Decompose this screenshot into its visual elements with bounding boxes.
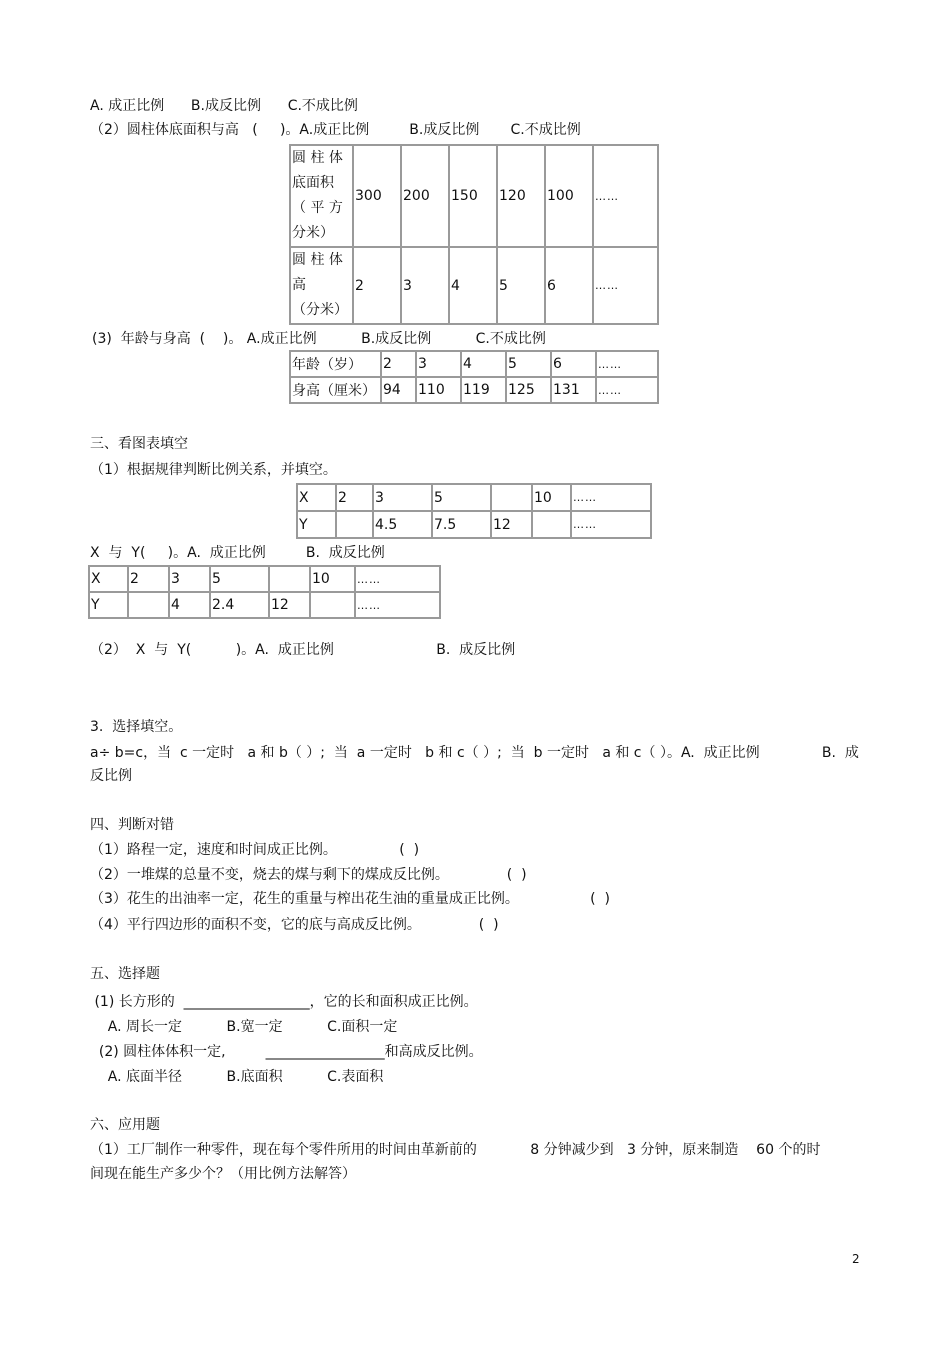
section-6-title: 六、应用题 xyxy=(90,1117,160,1133)
age-header: 年龄（岁） xyxy=(290,351,381,377)
section-3-q2: （2） X 与 Y( )。A. 成正比例 B. 成反比例 xyxy=(90,642,516,658)
table-cell: 7.5 xyxy=(432,511,491,538)
table-cell: X xyxy=(297,484,336,511)
table-cell: 2.4 xyxy=(210,592,269,618)
table-cell: Y xyxy=(297,511,336,538)
table-cell xyxy=(128,592,169,618)
table-cell: …… xyxy=(593,145,658,247)
table-cell: 5 xyxy=(210,566,269,592)
table-cell: 5 xyxy=(497,247,545,324)
section-4-item: （1）路程一定，速度和时间成正比例。 ( ) xyxy=(90,842,420,858)
q3-question: (3) 年龄与身高 ( )。 A.成正比例 B.成反比例 C.不成比例 xyxy=(92,331,546,347)
section-5-q1: (1) 长方形的 __________________，它的长和面积成正比例。 xyxy=(90,994,478,1010)
table-cell xyxy=(532,511,571,538)
xy-table-2 xyxy=(88,565,441,619)
table-cell: 10 xyxy=(532,484,571,511)
table-cell: …… xyxy=(596,351,658,377)
section-6-line-2: 间现在能生产多少个？（用比例方法解答） xyxy=(90,1166,356,1182)
section-3-q1: （1）根据规律判断比例关系，并填空。 xyxy=(90,462,337,478)
table-cell: 4 xyxy=(461,351,506,377)
table-cell: 12 xyxy=(269,592,310,618)
table-cell xyxy=(269,566,310,592)
table-cell: 10 xyxy=(310,566,355,592)
table-cell xyxy=(310,592,355,618)
height-header: 身高（厘米） xyxy=(290,377,381,403)
table-cell: 125 xyxy=(506,377,551,403)
table-cell: 120 xyxy=(497,145,545,247)
table-cell: 3 xyxy=(401,247,449,324)
table-cell: 150 xyxy=(449,145,497,247)
table-cell: 4 xyxy=(169,592,210,618)
table-cell: 2 xyxy=(381,351,416,377)
table-cell: 94 xyxy=(381,377,416,403)
page-number: 2 xyxy=(852,1252,860,1266)
table-cell: 12 xyxy=(491,511,532,538)
section-6-line-1: （1）工厂制作一种零件，现在每个零件所用的时间由革新前的 8 分钟减少到 3 分钟，原来制造 60 个的时 xyxy=(90,1142,821,1158)
table-cell: 131 xyxy=(551,377,596,403)
section-4-title: 四、判断对错 xyxy=(90,817,174,833)
table-cell: X xyxy=(89,566,128,592)
table-cell: …… xyxy=(571,484,651,511)
table-cell: …… xyxy=(355,592,440,618)
cylinder-area-header: 圆 柱 体 底面积 （ 平 方 分米） xyxy=(290,145,353,247)
table-cell: 6 xyxy=(545,247,593,324)
table-cell: …… xyxy=(596,377,658,403)
table-cell: 200 xyxy=(401,145,449,247)
q1-options: A. 成正比例 B.成反比例 C.不成比例 xyxy=(90,98,358,114)
section-4-item: （2）一堆煤的总量不变，烧去的煤与剩下的煤成反比例。 ( ) xyxy=(90,867,527,883)
table-cell: 100 xyxy=(545,145,593,247)
table-cell: 6 xyxy=(551,351,596,377)
table-cell: …… xyxy=(571,511,651,538)
table-cell: 4 xyxy=(449,247,497,324)
table-cell xyxy=(491,484,532,511)
table-cell: 3 xyxy=(169,566,210,592)
table-cell: 300 xyxy=(353,145,401,247)
xy-table-1 xyxy=(296,483,652,539)
section-5-q2-options: A. 底面半径 B.底面积 C.表面积 xyxy=(90,1069,384,1085)
xy1-question: X 与 Y( )。A. 成正比例 B. 成反比例 xyxy=(90,545,385,561)
table-cell: 5 xyxy=(432,484,491,511)
q2-question: （2）圆柱体底面积与高 ( )。A.成正比例 B.成反比例 C.不成比例 xyxy=(90,122,581,138)
table-cell: 2 xyxy=(336,484,373,511)
table-cell: 3 xyxy=(373,484,432,511)
cylinder-height-header: 圆 柱 体 高 （分米） xyxy=(290,247,353,324)
table-cell: 3 xyxy=(416,351,461,377)
section-3-title: 三、看图表填空 xyxy=(90,436,188,452)
section-5-q2: (2) 圆柱体体积一定, _________________和高成反比例。 xyxy=(90,1044,483,1060)
table-cell: 119 xyxy=(461,377,506,403)
table-cell: 2 xyxy=(353,247,401,324)
section-3b-line-2: 反比例 xyxy=(90,768,132,784)
table-cell: …… xyxy=(355,566,440,592)
table-cell: 4.5 xyxy=(373,511,432,538)
table-cell: 110 xyxy=(416,377,461,403)
table-cell: 2 xyxy=(128,566,169,592)
table-cell: 5 xyxy=(506,351,551,377)
section-3b-title: 3. 选择填空。 xyxy=(90,719,183,735)
section-4-item: （4）平行四边形的面积不变，它的底与高成反比例。 ( ) xyxy=(90,917,499,933)
section-5-title: 五、选择题 xyxy=(90,966,160,982)
table-cell: …… xyxy=(593,247,658,324)
table-cell xyxy=(336,511,373,538)
section-5-q1-options: A. 周长一定 B.宽一定 C.面积一定 xyxy=(90,1019,398,1035)
table-cell: Y xyxy=(89,592,128,618)
age-height-table xyxy=(289,350,659,404)
cylinder-table xyxy=(289,144,659,325)
section-4-item: （3）花生的出油率一定，花生的重量与榨出花生油的重量成正比例。 ( ) xyxy=(90,891,610,907)
section-3b-line-1: a÷ b=c，当 c 一定时 a 和 b（ ）; 当 a 一定时 b 和 c（ ）; 当 b 一定时 a 和 c（ ）。A. 成正比例 B. 成 xyxy=(90,745,859,761)
